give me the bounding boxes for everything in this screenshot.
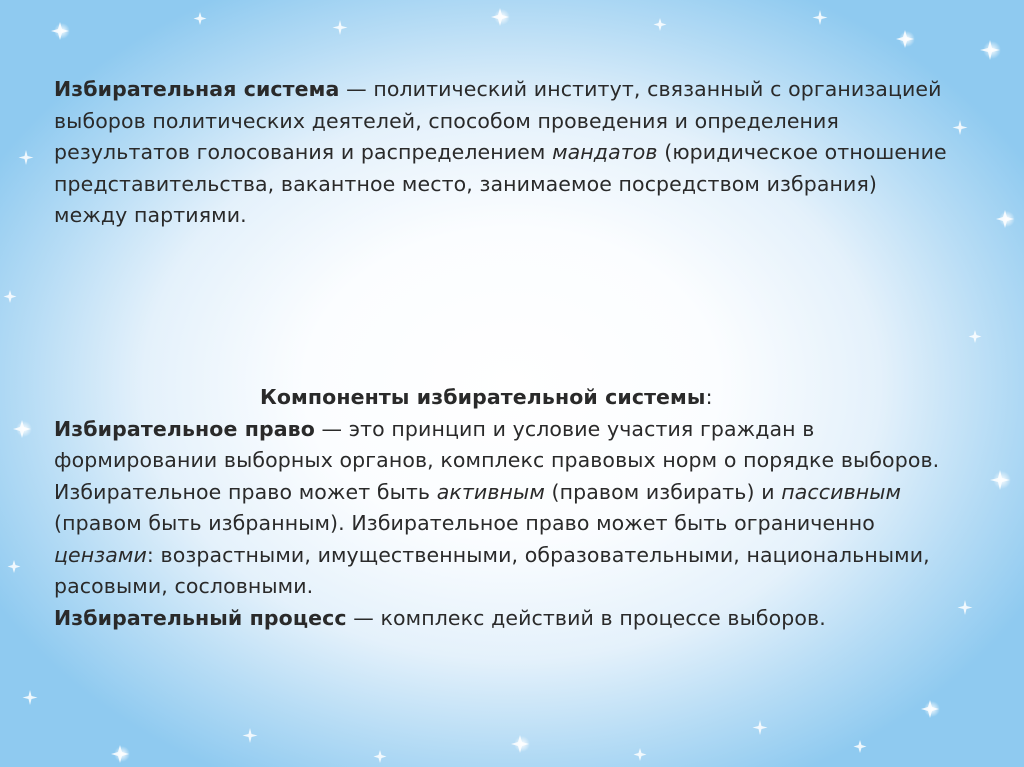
suffrage-text-part4: : возрастными, имущественными, образовательными, национальными, расовыми, сословными. bbox=[54, 542, 930, 598]
qualifications-term: цензами bbox=[54, 542, 147, 567]
components-section bbox=[54, 382, 954, 634]
process-paragraph bbox=[54, 606, 826, 630]
process-dash: — bbox=[346, 605, 381, 630]
passive-suffrage-term: пассивным bbox=[781, 479, 902, 504]
process-text: комплекс действий в процессе выборов. bbox=[380, 605, 826, 630]
components-heading-colon: : bbox=[705, 385, 713, 409]
suffrage-dash: — bbox=[314, 416, 349, 441]
components-heading bbox=[54, 382, 954, 414]
active-suffrage-term: активным bbox=[436, 479, 545, 504]
process-term: Избирательный процесс bbox=[54, 605, 347, 630]
suffrage-term: Избирательное право bbox=[54, 416, 315, 441]
mandates-term: мандатов bbox=[552, 140, 658, 164]
definition-text-part1: политический институт, связанный с организацией выборов политических деятелей, способом проведения и определения результатов голосования и распределением bbox=[54, 77, 942, 164]
suffrage-text-part1: это принцип и условие участия граждан в формировании выборных органов, комплекс правовых норм о порядке выборов. Избирательное право может быть bbox=[54, 416, 940, 504]
suffrage-text-part3: (правом быть избранным). Избирательное право может быть ограниченно bbox=[54, 511, 875, 535]
components-heading-text: Компоненты избирательной системы bbox=[260, 385, 706, 409]
definition-paragraph bbox=[54, 74, 954, 232]
suffrage-paragraph bbox=[54, 417, 939, 599]
definition-text-part2: (юридическое отношение представительства, вакантное место, занимаемое посредством избрания) между партиями. bbox=[54, 140, 947, 227]
definition-term: Избирательная система bbox=[54, 77, 340, 101]
suffrage-text-part2: (правом избирать) и bbox=[544, 479, 782, 504]
definition-dash: — bbox=[339, 77, 374, 101]
